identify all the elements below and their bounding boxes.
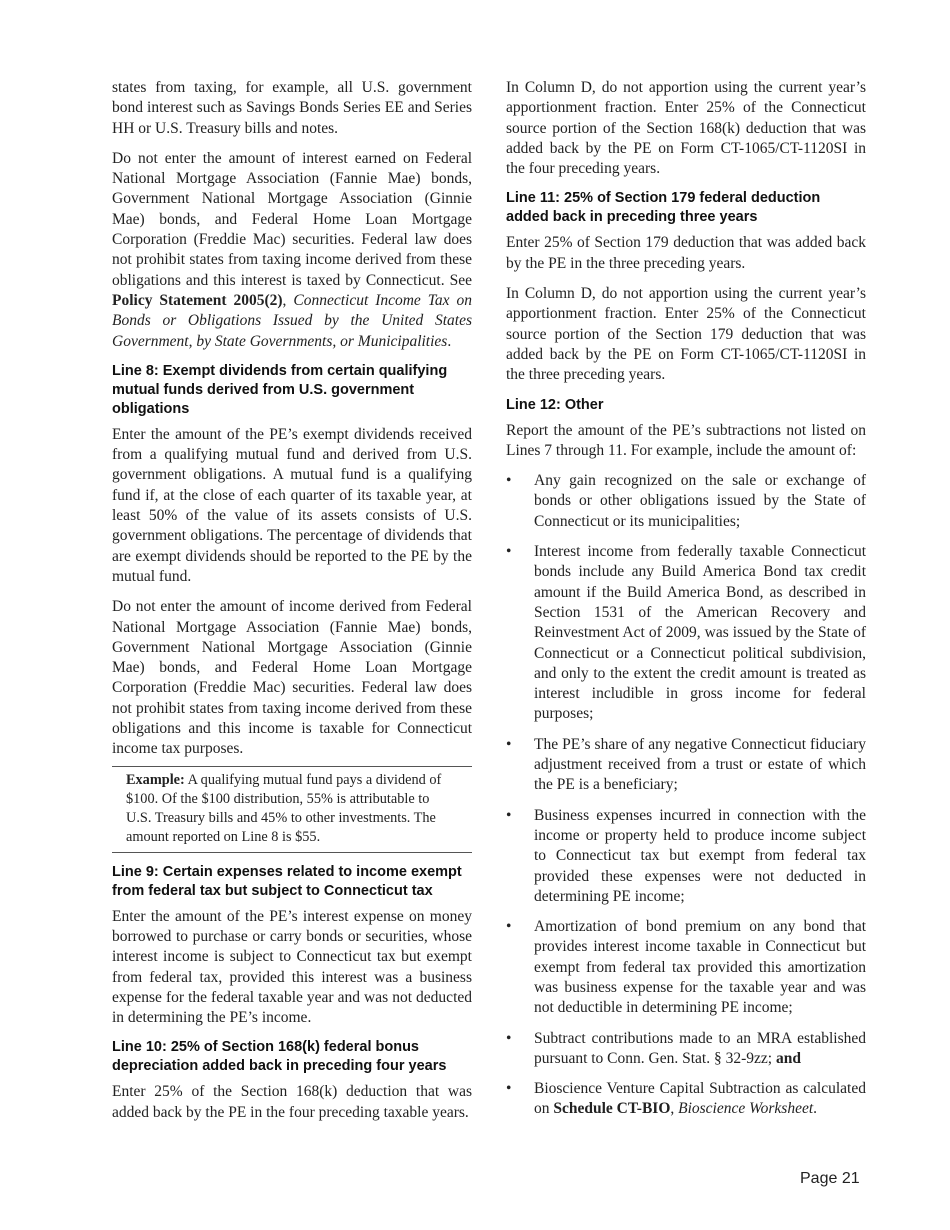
- bullet-icon: •: [506, 1080, 512, 1098]
- line-9-heading: Line 9: Certain expenses related to income exempt from federal tax but subject to Connecticut tax: [112, 863, 462, 899]
- policy-statement-ref: Policy Statement 2005(2): [112, 291, 283, 309]
- line-10-heading: Line 10: 25% of Section 168(k) federal bonus depreciation added back in preceding four years: [112, 1039, 447, 1075]
- example-text: Example: A qualifying mutual fund pays a dividend of $100. Of the $100 distribution, 55% is attributable to U.S. Treasury bills and 45% to other investments. The amount reported on Line 8 is $55.: [126, 771, 442, 845]
- example-label: Example:: [126, 771, 185, 788]
- example-box: [112, 766, 472, 853]
- bullet-icon: •: [506, 735, 512, 753]
- list-item: • Business expenses incurred in connection with the income or property held to produce income subject to Connecticut tax but exempt from federal tax provided these expenses were not deducted in determining PE income;: [506, 806, 866, 905]
- bullet-icon: •: [506, 806, 512, 824]
- fannie-mae-paragraph: Do not enter the amount of interest earned on Federal National Mortgage Association (Fannie Mae) bonds, Government National Mortgage Association (Ginnie Mae) bonds, and Federal Home Loan Mortgage Corporation (Freddie Mac) securities. Federal law does not prohibit states from taxing income derived from these obligations and this interest is taxed by Connecticut. See Policy Statement 2005(2), Connecticut Income Tax on Bonds or Obligations Issued by the United States Government, by State Governments, or Municipalities.: [112, 149, 472, 350]
- line-12-bullet-list: [506, 471, 866, 1120]
- line-10-paragraph-2: In Column D, do not apportion using the current year’s apportionment fraction. Enter 25% of the Connecticut source portion of the Section 168(k) deduction that was added back by the PE on Form CT-1065/CT-1120SI in the four preceding years.: [506, 79, 866, 178]
- list-item: • Amortization of bond premium on any bond that provides interest income taxable in Connecticut but exempt from federal tax provided this amortization was business expense for the taxable year and was not deductible in determining PE income;: [506, 918, 866, 1017]
- line-10-paragraph-1: Enter 25% of the Section 168(k) deduction that was added back by the PE in the four preceding taxable years.: [112, 1083, 472, 1121]
- line-11-paragraph-1: Enter 25% of Section 179 deduction that was added back by the PE in the three preceding years.: [506, 234, 866, 272]
- list-item: • Interest income from federally taxable Connecticut bonds include any Build America Bond tax credit amount if the Build America Bond, as described in Section 1531 of the American Recovery and Reinvestment Act of 2009, was issued by the State of Connecticut or a Connecticut political subdivision, and only to the extent the credit amount is treated as interest includible in gross income for federal purposes;: [506, 543, 866, 723]
- line-12-heading: Line 12: Other: [506, 396, 604, 413]
- list-item: • Any gain recognized on the sale or exchange of bonds or other obligations issued by the State of Connecticut or its municipalities;: [506, 472, 866, 530]
- bullet-icon: •: [506, 1029, 512, 1047]
- continued-paragraph: states from taxing, for example, all U.S. government bond interest such as Savings Bonds Series EE and Series HH or U.S. Treasury bills and notes.: [112, 79, 472, 137]
- left-column: [112, 78, 472, 1133]
- page-number: Page 21: [800, 1170, 860, 1187]
- line-8-paragraph-1: Enter the amount of the PE’s exempt dividends received from a qualifying mutual fund and derived from U.S. government obligations. A mutual fund is a qualifying fund if, at the close of each quarter of its taxable year, at least 50% of the value of its assets consists of U.S. government obligations. The percentage of dividends that are exempt dividends should be reported to the PE by the mutual fund.: [112, 425, 472, 585]
- line-8-heading: Line 8: Exempt dividends from certain qualifying mutual funds derived from U.S. government obligations: [112, 362, 448, 417]
- bullet-icon: •: [506, 472, 512, 490]
- bullet-icon: •: [506, 543, 512, 561]
- bullet-icon: •: [506, 918, 512, 936]
- list-item: • Bioscience Venture Capital Subtraction as calculated on Schedule CT-BIO, Bioscience Worksheet.: [506, 1080, 866, 1118]
- line-8-paragraph-2: Do not enter the amount of income derived from Federal National Mortgage Association (Fannie Mae) bonds, Government National Mortgage Association (Ginnie Mae) bonds, and Federal Home Loan Mortgage Corporation (Freddie Mac) securities. Federal law does not prohibit states from taxing income derived from these obligations and this income is taxable for Connecticut income tax purposes.: [112, 598, 472, 758]
- line-11-heading: Line 11: 25% of Section 179 federal deduction added back in preceding three years: [506, 190, 821, 226]
- line-11-paragraph-2: In Column D, do not apportion using the current year’s apportionment fraction. Enter 25% of the Connecticut source portion of the Section 179 deduction that was added back by the PE on Form CT-1065/CT-1120SI in the three preceding years.: [506, 285, 866, 384]
- line-12-paragraph: Report the amount of the PE’s subtractions not listed on Lines 7 through 11. For example, include the amount of:: [506, 421, 866, 459]
- bioscience-worksheet-ref: Bioscience Worksheet: [678, 1100, 814, 1118]
- list-item: • The PE’s share of any negative Connecticut fiduciary adjustment received from a trust or estate of which the PE is a beneficiary;: [506, 735, 866, 794]
- right-column: [506, 78, 866, 1130]
- schedule-ct-bio-ref: Schedule CT-BIO: [553, 1100, 671, 1118]
- list-item: • Subtract contributions made to an MRA established pursuant to Conn. Gen. Stat. § 32-9zz; and: [506, 1029, 866, 1067]
- line-9-paragraph: Enter the amount of the PE’s interest expense on money borrowed to purchase or carry bonds or securities, whose interest income is subject to Connecticut tax but exempt from federal tax, provided this interest was a business expense for the federal taxable year and was not deducted in determining the PE’s income.: [112, 907, 472, 1027]
- policy-statement-title: Connecticut Income Tax on Bonds or Obligations Issued by the United States Government, by State Governments, or Municipalities: [112, 291, 472, 350]
